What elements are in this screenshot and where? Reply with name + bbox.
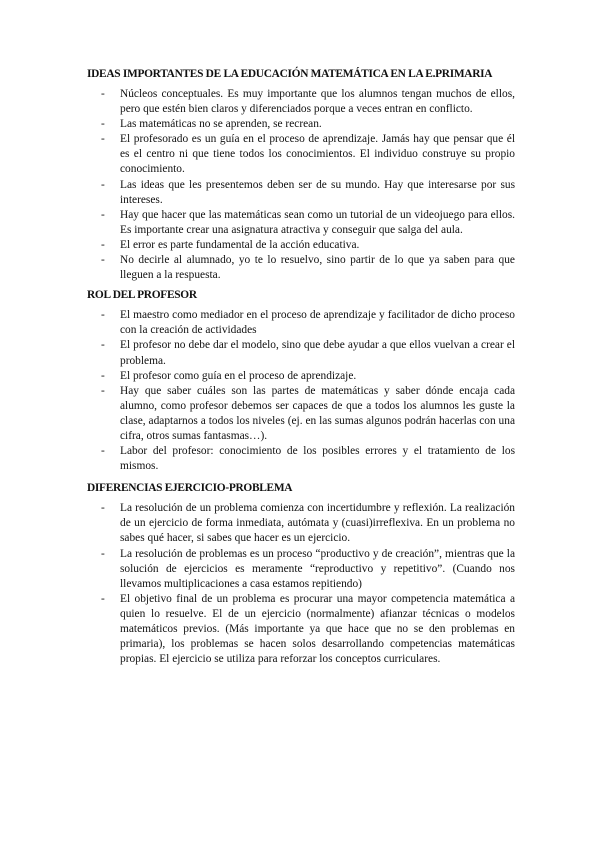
section-rol-del-profesor — [87, 287, 515, 474]
dash-bullet: - — [101, 178, 105, 191]
list-item — [87, 117, 515, 132]
section-ideas-importantes — [87, 66, 515, 283]
list-item — [87, 338, 515, 368]
document-page — [87, 66, 515, 671]
section-heading: DIFERENCIAS EJERCICIO-PROBLEMA — [87, 482, 293, 495]
dash-bullet: - — [101, 133, 105, 146]
list-item-text: Hay que saber cuáles son las partes de matemáticas y saber dónde encaja cada alumno, como profesor debemos ser capaces de que a todos los alumnos les guste la clase, adaptarnos a todos los niveles (ej. en las sumas algunos podrán hacerlas con una cifra, otros sumas fantasmas…). — [120, 384, 515, 442]
list-item-text: El maestro como mediador en el proceso de aprendizaje y facilitador de dicho proceso con la creación de actividades — [120, 309, 515, 337]
dash-bullet: - — [101, 445, 105, 458]
list-item — [87, 87, 515, 117]
dash-bullet: - — [101, 254, 105, 267]
section-heading: ROL DEL PROFESOR — [87, 289, 197, 302]
dash-bullet: - — [101, 547, 105, 560]
list-item — [87, 547, 515, 592]
list-item-text: El profesor como guía en el proceso de aprendizaje. — [120, 369, 357, 382]
list-item-text: El objetivo final de un problema es procurar una mayor competencia matemática a quien lo resuelve. El de un ejercicio (normalmente) afianzar técnicas o modelos matemáticos previos. (Más importante ya que hace que no se den problemas en primaria), los problemas se hacen solos desarrollando competencias matemáticas propias. El ejercicio se utiliza para reforzar los conceptos curriculares. — [120, 592, 515, 666]
dash-bullet: - — [101, 369, 105, 382]
dash-bullet: - — [101, 502, 105, 515]
list-item — [87, 253, 515, 283]
list-item-text: El error es parte fundamental de la acción educativa. — [120, 238, 360, 251]
list-item-text: El profesor no debe dar el modelo, sino que debe ayudar a que ellos vuelvan a crear el problema. — [120, 339, 515, 367]
list-item — [87, 308, 515, 338]
bullet-list — [87, 87, 515, 283]
dash-bullet: - — [101, 88, 105, 100]
dash-bullet: - — [101, 208, 105, 221]
dash-bullet: - — [101, 339, 105, 352]
list-item-text: Hay que hacer que las matemáticas sean como un tutorial de un videojuego para ellos. Es importante crear una asignatura atractiva y conseguir que salga del aula. — [120, 208, 515, 236]
list-item — [87, 592, 515, 667]
list-item — [87, 501, 515, 546]
list-item — [87, 178, 515, 208]
list-item — [87, 444, 515, 474]
dash-bullet: - — [101, 309, 105, 322]
list-item-text: Las matemáticas no se aprenden, se recrean. — [120, 118, 322, 131]
list-item — [87, 238, 515, 253]
list-item — [87, 384, 515, 444]
list-item-text: La resolución de un problema comienza con incertidumbre y reflexión. La realización de un ejercicio de forma inmediata, autómata y (cuasi)irreflexiva. En un problema no sabes qué hacer, si sabes que hacer es un ejercicio. — [120, 502, 515, 545]
list-item — [87, 369, 515, 384]
list-item-text: Labor del profesor: conocimiento de los posibles errores y el tratamiento de los mismos. — [120, 445, 515, 473]
dash-bullet: - — [101, 238, 105, 251]
list-item-text: No decirle al alumnado, yo te lo resuelvo, sino partir de lo que ya saben para que lleguen a la respuesta. — [120, 254, 515, 282]
section-diferencias-ejercicio-problema — [87, 480, 515, 667]
list-item — [87, 132, 515, 177]
list-item-text: El profesorado es un guía en el proceso de aprendizaje. Jamás hay que pensar que él es el centro ni que tiene todos los conocimientos. El individuo construye su propio conocimiento. — [120, 133, 515, 176]
dash-bullet: - — [101, 384, 105, 397]
bullet-list — [87, 501, 515, 667]
bullet-list — [87, 308, 515, 474]
section-heading: IDEAS IMPORTANTES DE LA EDUCACIÓN MATEMÁTICA EN LA E.PRIMARIA — [87, 68, 493, 80]
list-item-text: La resolución de problemas es un proceso “productivo y de creación”, mientras que la solución de ejercicios es meramente “reproductivo y repetitivo”. (Cuando nos llevamos multiplicaciones a casa estamos repitiendo) — [120, 547, 515, 590]
dash-bullet: - — [101, 118, 105, 131]
list-item — [87, 208, 515, 238]
list-item-text: Núcleos conceptuales. Es muy importante que los alumnos tengan muchos de ellos, pero que estén bien claros y diferenciados porque a veces entran en conflicto. — [120, 88, 515, 116]
list-item-text: Las ideas que les presentemos deben ser de su mundo. Hay que interesarse por sus intereses. — [120, 178, 515, 206]
dash-bullet: - — [101, 592, 105, 605]
